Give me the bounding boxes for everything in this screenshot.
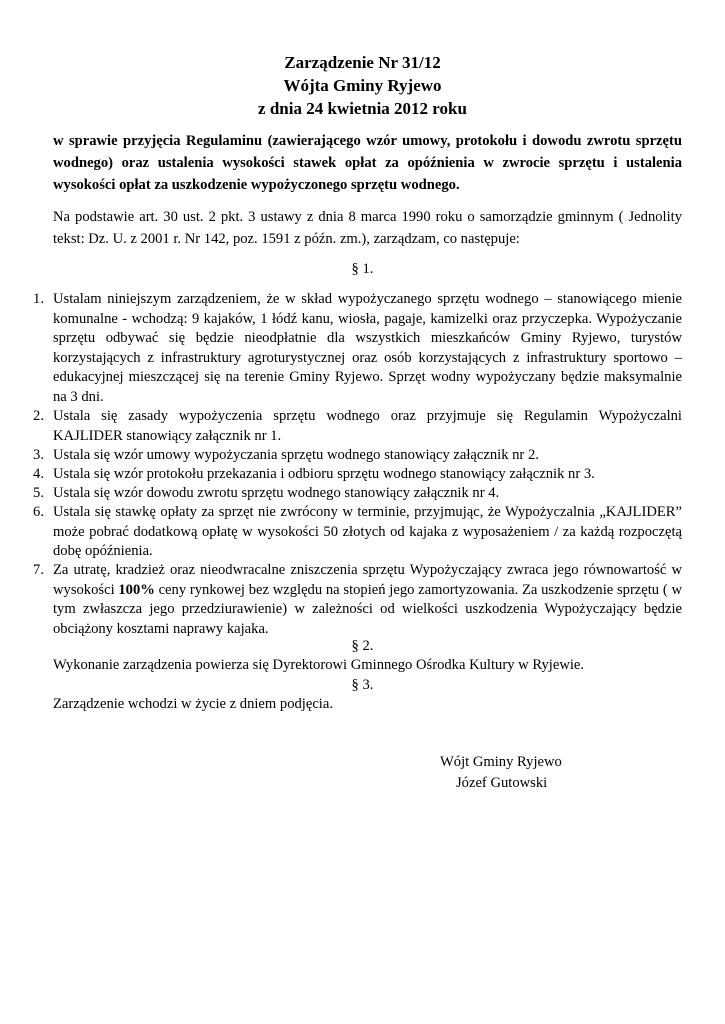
list-item-text: Ustala się wzór protokołu przekazania i odbioru sprzętu wodnego stanowiący załącznik nr 3. <box>53 466 595 482</box>
list-item-number: 5. <box>33 485 44 501</box>
section-1-mark: § 1. <box>351 261 374 277</box>
list-item-number: 4. <box>33 466 44 482</box>
list-item-text <box>53 561 682 639</box>
section-2-mark: § 2. <box>351 638 374 654</box>
list-item-text: Ustala się wzór umowy wypożyczania sprzętu wodnego stanowiący załącznik nr 2. <box>53 447 539 463</box>
section-3-text: Zarządzenie wchodzi w życie z dniem podjęcia. <box>53 696 333 712</box>
list-item-text: Ustala się zasady wypożyczenia sprzętu wodnego oraz przyjmuje się Regulamin Wypożyczalni KAJLIDER stanowiący załącznik nr 1. <box>53 408 682 444</box>
list-item-text: Ustala się stawkę opłaty za sprzęt nie zwrócony w terminie, przyjmując, że Wypożyczalnia „KAJLIDER” może pobrać dodatkową opłatę w wysokości 50 złotych od kajaka z wyposażeniem / za każdą rozpoczętą dobę opóźnienia. <box>53 504 682 560</box>
list-item-text: Ustalam niniejszym zarządzeniem, że w skład wypożyczanego sprzętu wodnego – stanowiącego mienie komunalne - wchodzą: 9 kajaków, 1 łódź kanu, wiosła, pagaje, kamizelki oraz przyczepka. Wypożyczanie sprzętu odbywać się będzie nieodpłatnie dla wszystkich mieszkańców Gminy Ryjewo, turystów korzystających z infrastruktury agroturystycznej oraz osób korzystających z infrastruktury sportowo – edukacyjnej mieszczącej się na terenie Gminy Ryjewo. Sprzęt wodny wypożyczany będzie maksymalnie na 3 dni. <box>53 291 682 405</box>
percentage-highlight: 100% <box>118 581 155 598</box>
list-item-number: 2. <box>33 408 44 424</box>
signature-name: Józef Gutowski <box>456 775 548 791</box>
section-2-text: Wykonanie zarządzenia powierza się Dyrektorowi Gminnego Ośrodka Kultury w Ryjewie. <box>53 657 585 673</box>
legal-basis: Na podstawie art. 30 ust. 2 pkt. 3 ustawy z dnia 8 marca 1990 roku o samorządzie gminnym ( Jednolity tekst: Dz. U. z 2001 r. Nr 142, poz. 1591 z późn. zm.), zarządzam, co następuje: <box>53 209 682 247</box>
list-item-text-part: Za utratę, kradzież oraz nieodwracalne zniszczenia sprzętu Wypożyczający zwraca jego równowartość w wysokości <box>53 562 682 598</box>
signature-title: Wójt Gminy Ryjewo <box>440 754 562 770</box>
list-item-number: 7. <box>33 562 44 578</box>
document-title: Zarządzenie Nr 31/12 <box>284 53 441 72</box>
list-item-number: 3. <box>33 447 44 463</box>
list-item-text: Ustala się wzór dowodu zwrotu sprzętu wodnego stanowiący załącznik nr 4. <box>53 485 500 501</box>
section-3-mark: § 3. <box>351 677 374 693</box>
document-issuer: Wójta Gminy Ryjewo <box>283 76 442 95</box>
list-item-number: 6. <box>33 504 44 520</box>
document-subject: w sprawie przyjęcia Regulaminu (zawierającego wzór umowy, protokołu i dowodu zwrotu sprzętu wodnego) oraz ustalenia wysokości stawek opłat za opóźnienia w zwrocie sprzętu i ustalenia wysokości opłat za uszkodzenie wypożyczonego sprzętu wodnego. <box>53 133 682 193</box>
list-item-text-part: ceny rynkowej bez względu na stopień jego zamortyzowania. Za uszkodzenie sprzętu ( w tym zwłaszcza jego przedziurawienie) w zależności od wielkości uszkodzenia Wypożyczający będzie obciążony kosztami naprawy kajaka. <box>53 581 682 637</box>
list-item-number: 1. <box>33 291 44 307</box>
document-date: z dnia 24 kwietnia 2012 roku <box>258 99 467 118</box>
